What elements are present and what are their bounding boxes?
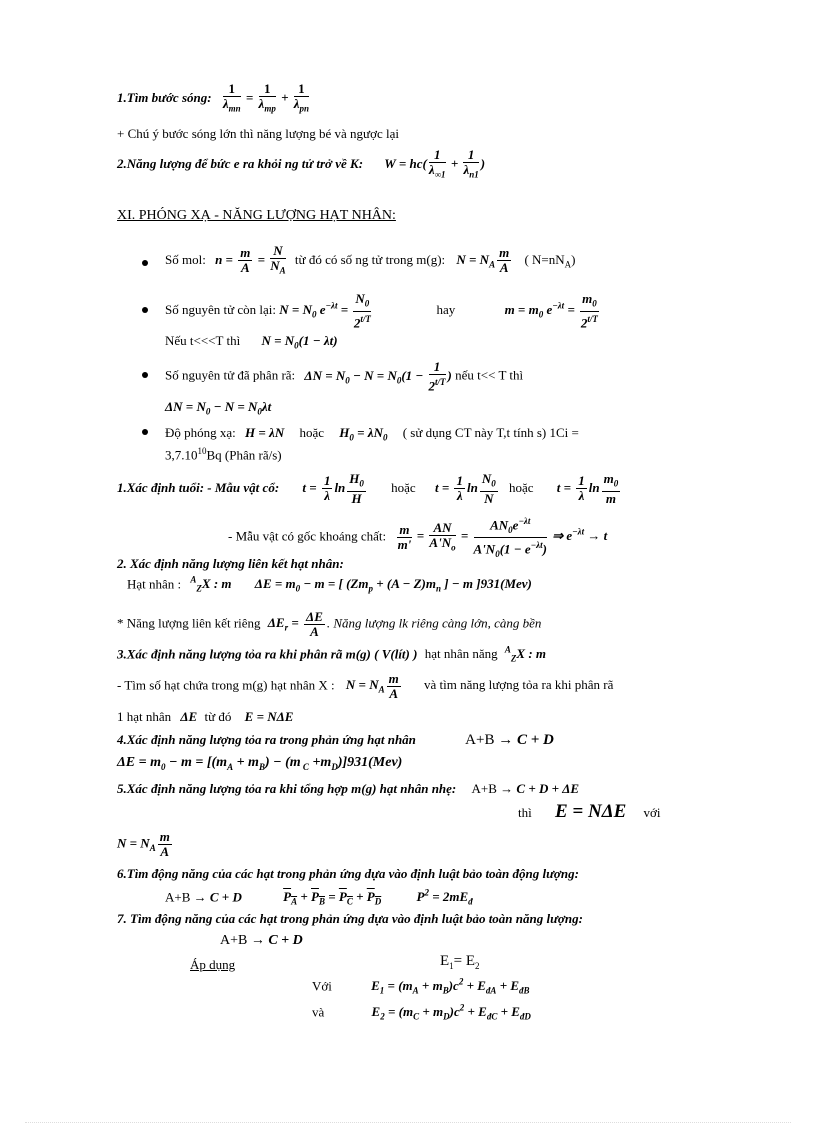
activity-note-line2: 3,7.10$^{10}$Bq (Phân rã/s)	[165, 446, 282, 463]
activity-unit: Bq (Phân rã/s)	[206, 447, 282, 463]
decay-count-formula: $N = N_A$ $\frac{m}{A}$	[345, 671, 399, 701]
nucleus-formula: $^A_Z$X : m	[190, 575, 232, 594]
kinetic-e1	[312, 977, 530, 996]
bind-energy-specific	[117, 610, 541, 639]
age-mineral-label: - Mẫu vật có gốc khoáng chất:	[228, 528, 387, 544]
section-reaction	[117, 732, 554, 749]
kinetic-conservation: $E_1= E_2$	[440, 953, 480, 971]
fusion-then: thì	[518, 805, 532, 820]
reaction-formula: $\Delta E = m_0 - m = [(m_A + m_B) - (m$ $_C +m_D)]931(Mev)$	[117, 755, 403, 772]
age-or-1: hoặc	[391, 479, 416, 495]
fusion-label: 5.Xác định năng lượng tỏa ra khi tổng hợp m(g) hạt nhân nhẹ:	[117, 781, 457, 796]
bullet-dot	[142, 307, 148, 313]
decay-energy-tail: hạt nhân năng	[424, 646, 498, 662]
kinetic-apply: Áp dụng	[190, 957, 236, 972]
fusion-with: với	[643, 805, 661, 820]
specific-note: . Năng lượng lk riêng càng lớn, càng bền	[326, 615, 542, 631]
ionization-label: 2.Năng lượng để bức e ra khỏi ng tử trở về K:	[117, 155, 364, 171]
kinetic-equation: A+B → C + D	[220, 933, 303, 948]
decay-count-label: - Tìm số hạt chứa trong m(g) hạt nhân X :	[117, 677, 335, 693]
decay-nucleus-formula: $^A_Z$X : m	[504, 645, 547, 664]
decay-from: từ đó	[204, 709, 232, 724]
section-fusion	[117, 781, 579, 797]
decayed-label: Số nguyên tử đã phân rã:	[165, 367, 296, 383]
age-or-2: hoặc	[508, 479, 534, 495]
section-heading: XI. PHÓNG XẠ - NĂNG LƯỢNG HẠT NHÂN:	[117, 208, 396, 223]
mol-count-formula: $N = N_A$ $\frac{m}{A}$	[456, 245, 510, 276]
fusion-total-formula: E = NΔE	[554, 801, 627, 822]
section-age	[117, 472, 622, 506]
kinetic-e2	[312, 1003, 531, 1022]
fusion-count-formula: $N = N_A$ $\frac{m}{A}$	[117, 829, 170, 859]
activity-formula: H = λN	[245, 425, 285, 440]
age-formula-2: t = $\frac{1}{\lambda}$ ln $\frac{N_0}{N}$	[434, 471, 496, 506]
mass-defect-formula: $\Delta E = m_0 - m$ = [ ($Zm_p + (A - Z)m_n$ ] − m ]931(Mev)	[254, 576, 532, 594]
activity-or: hoặc	[299, 425, 325, 440]
remain-formula: $N = N_0$ $e^{-\lambda t}$ = $\frac{N_0}{2^{t/T}}$	[279, 291, 371, 330]
bind-energy-label: 2. Xác định năng lượng liên kết hạt nhân:	[117, 556, 344, 571]
ionization-formula: W = hc( $\frac{1}{\lambda_{\infty 1}}$ + $\frac{1}{\lambda_{n1}}$ )	[384, 147, 486, 180]
remain-if: Nếu t<<<T thì	[165, 333, 241, 348]
wavelength-note: + Chú ý bước sóng lớn thì năng lượng bé và ngược lại	[117, 126, 399, 141]
mol-mid: từ đó có số ng tử trong m(g):	[294, 251, 446, 267]
decay-total-formula: E = NΔE	[244, 709, 294, 724]
decay-count	[117, 672, 613, 701]
wavelength-label: 1.Tìm bước sóng:	[117, 89, 212, 105]
nucleus-label: Hạt nhân :	[127, 576, 182, 592]
momentum-formulas	[165, 888, 473, 907]
mol-end: ( N=nN	[524, 251, 565, 267]
specific-formula: $\Delta E_r$ = $\frac{\Delta E}{A}$	[267, 609, 323, 639]
age-mineral-formula: $\frac{m}{m'}$ = $\frac{AN}{A'N_o}$ = $\frac{AN_0e^{-\lambda t}}{A'N_0(1 - e^{-\lambda t})}$ ⇒ $e^{-\lambda t} \to t$	[397, 516, 608, 559]
momentum-energy-formula: $P^2 = 2mE_đ$	[416, 888, 473, 907]
kinetic-label: 7. Tìm động năng của các hạt trong phản ứng dựa vào định luật bảo toàn năng lượng:	[117, 911, 583, 926]
remain-label: Số nguyên tử còn lại:	[165, 301, 277, 317]
section-wavelength	[117, 82, 311, 116]
kinetic-e2-formula: $E_2 = (m_C + m_D)c^2 + E_{đC} + E_{đD}$	[371, 1003, 531, 1022]
momentum-label: 6.Tìm động năng của các hạt trong phản ứng dựa vào định luật bảo toàn động lượng:	[117, 866, 579, 881]
fusion-result	[518, 801, 661, 823]
section-ionization	[117, 148, 485, 182]
bullet-dot	[142, 429, 148, 435]
momentum-vector-formula: $P_A + P_B = P_C + P_D$	[283, 889, 382, 907]
activity-note: ( sử dụng CT này T,t tính s) 1Ci =	[402, 425, 579, 440]
age-formula-1: t = $\frac{1}{\lambda}$ ln $\frac{H_0}{H}$	[302, 471, 364, 506]
age-formula-3: t = $\frac{1}{\lambda}$ ln $\frac{m_0}{m}$	[556, 471, 619, 506]
bullet-mol: Số mol: n = $\frac{m}{A}$ = $\frac{N}{N_A}$ từ đó có số ng tử trong m(g): $N = N_A$ $\frac{m}{A}$ ( $N=nN_A$)	[165, 243, 576, 276]
wavelength-formula: $\frac{1}{\lambda_{mn}}$ = $\frac{1}{\lambda_{mp}}$ + $\frac{1}{\lambda_{pn}}$	[222, 81, 310, 114]
decayed-formula: $\Delta N = N_0 - N = N_0(1$ − $\frac{1}{2^{t/T}}$ )	[304, 359, 452, 394]
activity-formula-0: $H_0 = \lambda N_0$	[339, 425, 388, 443]
section-decay-energy	[117, 645, 546, 664]
bullet-decayed	[165, 360, 523, 393]
mol-formula: n = $\frac{m}{A}$ = $\frac{N}{N_A}$	[215, 243, 286, 276]
mol-label: Số mol:	[165, 251, 206, 267]
bind-energy-nucleus	[127, 575, 532, 594]
decay-count-tail: và tìm năng lượng tỏa ra khi phân rã	[423, 677, 614, 693]
age-mineral	[228, 514, 607, 561]
age-label: 1.Xác định tuổi: - Mẫu vật cổ:	[117, 479, 280, 495]
bullet-remain	[165, 292, 601, 330]
decayed-if: nếu t<< T thì	[455, 367, 524, 383]
decay-one: 1 hạt nhân ΔE từ đó E = NΔE	[117, 709, 294, 724]
fusion-equation: A+B → C + D + ΔE	[471, 781, 580, 796]
remain-approx-formula: $N = N_0(1 - \lambda t)$	[261, 333, 338, 351]
remain-or: hay	[436, 301, 456, 317]
kinetic-e1-formula: $E_1 = (m_A + m_B)c^2 + E_{đA} + E_{đB}$	[371, 977, 530, 996]
kinetic-with: Với	[312, 978, 332, 994]
remain-approx	[165, 333, 338, 351]
specific-label: * Năng lượng liên kết riêng	[117, 615, 261, 631]
bullet-dot	[142, 372, 148, 378]
activity-note2: 3,7.10	[165, 447, 198, 463]
decayed-approx-formula: $\Delta N = N_0 - N = N_0\lambda t$	[165, 399, 272, 417]
remain-mass-formula: $m = m_0$ $e^{-\lambda t}$ = $\frac{m_0}{2^{t/T}}$	[504, 291, 598, 330]
bullet-dot	[142, 260, 148, 266]
reaction-equation: A+B → C + D	[465, 732, 554, 748]
reaction-label: 4.Xác định năng lượng tỏa ra trong phản ứng hạt nhân	[117, 732, 416, 747]
decay-one-label: 1 hạt nhân	[117, 709, 172, 724]
momentum-equation: A+B → C + D	[165, 889, 242, 905]
decay-energy-label: 3.Xác định năng lượng tỏa ra khi phân rã m(g) ( V(lít) )	[117, 646, 418, 662]
kinetic-and: và	[312, 1004, 325, 1020]
activity-label: Độ phóng xạ:	[165, 425, 236, 440]
bullet-activity	[165, 425, 579, 443]
